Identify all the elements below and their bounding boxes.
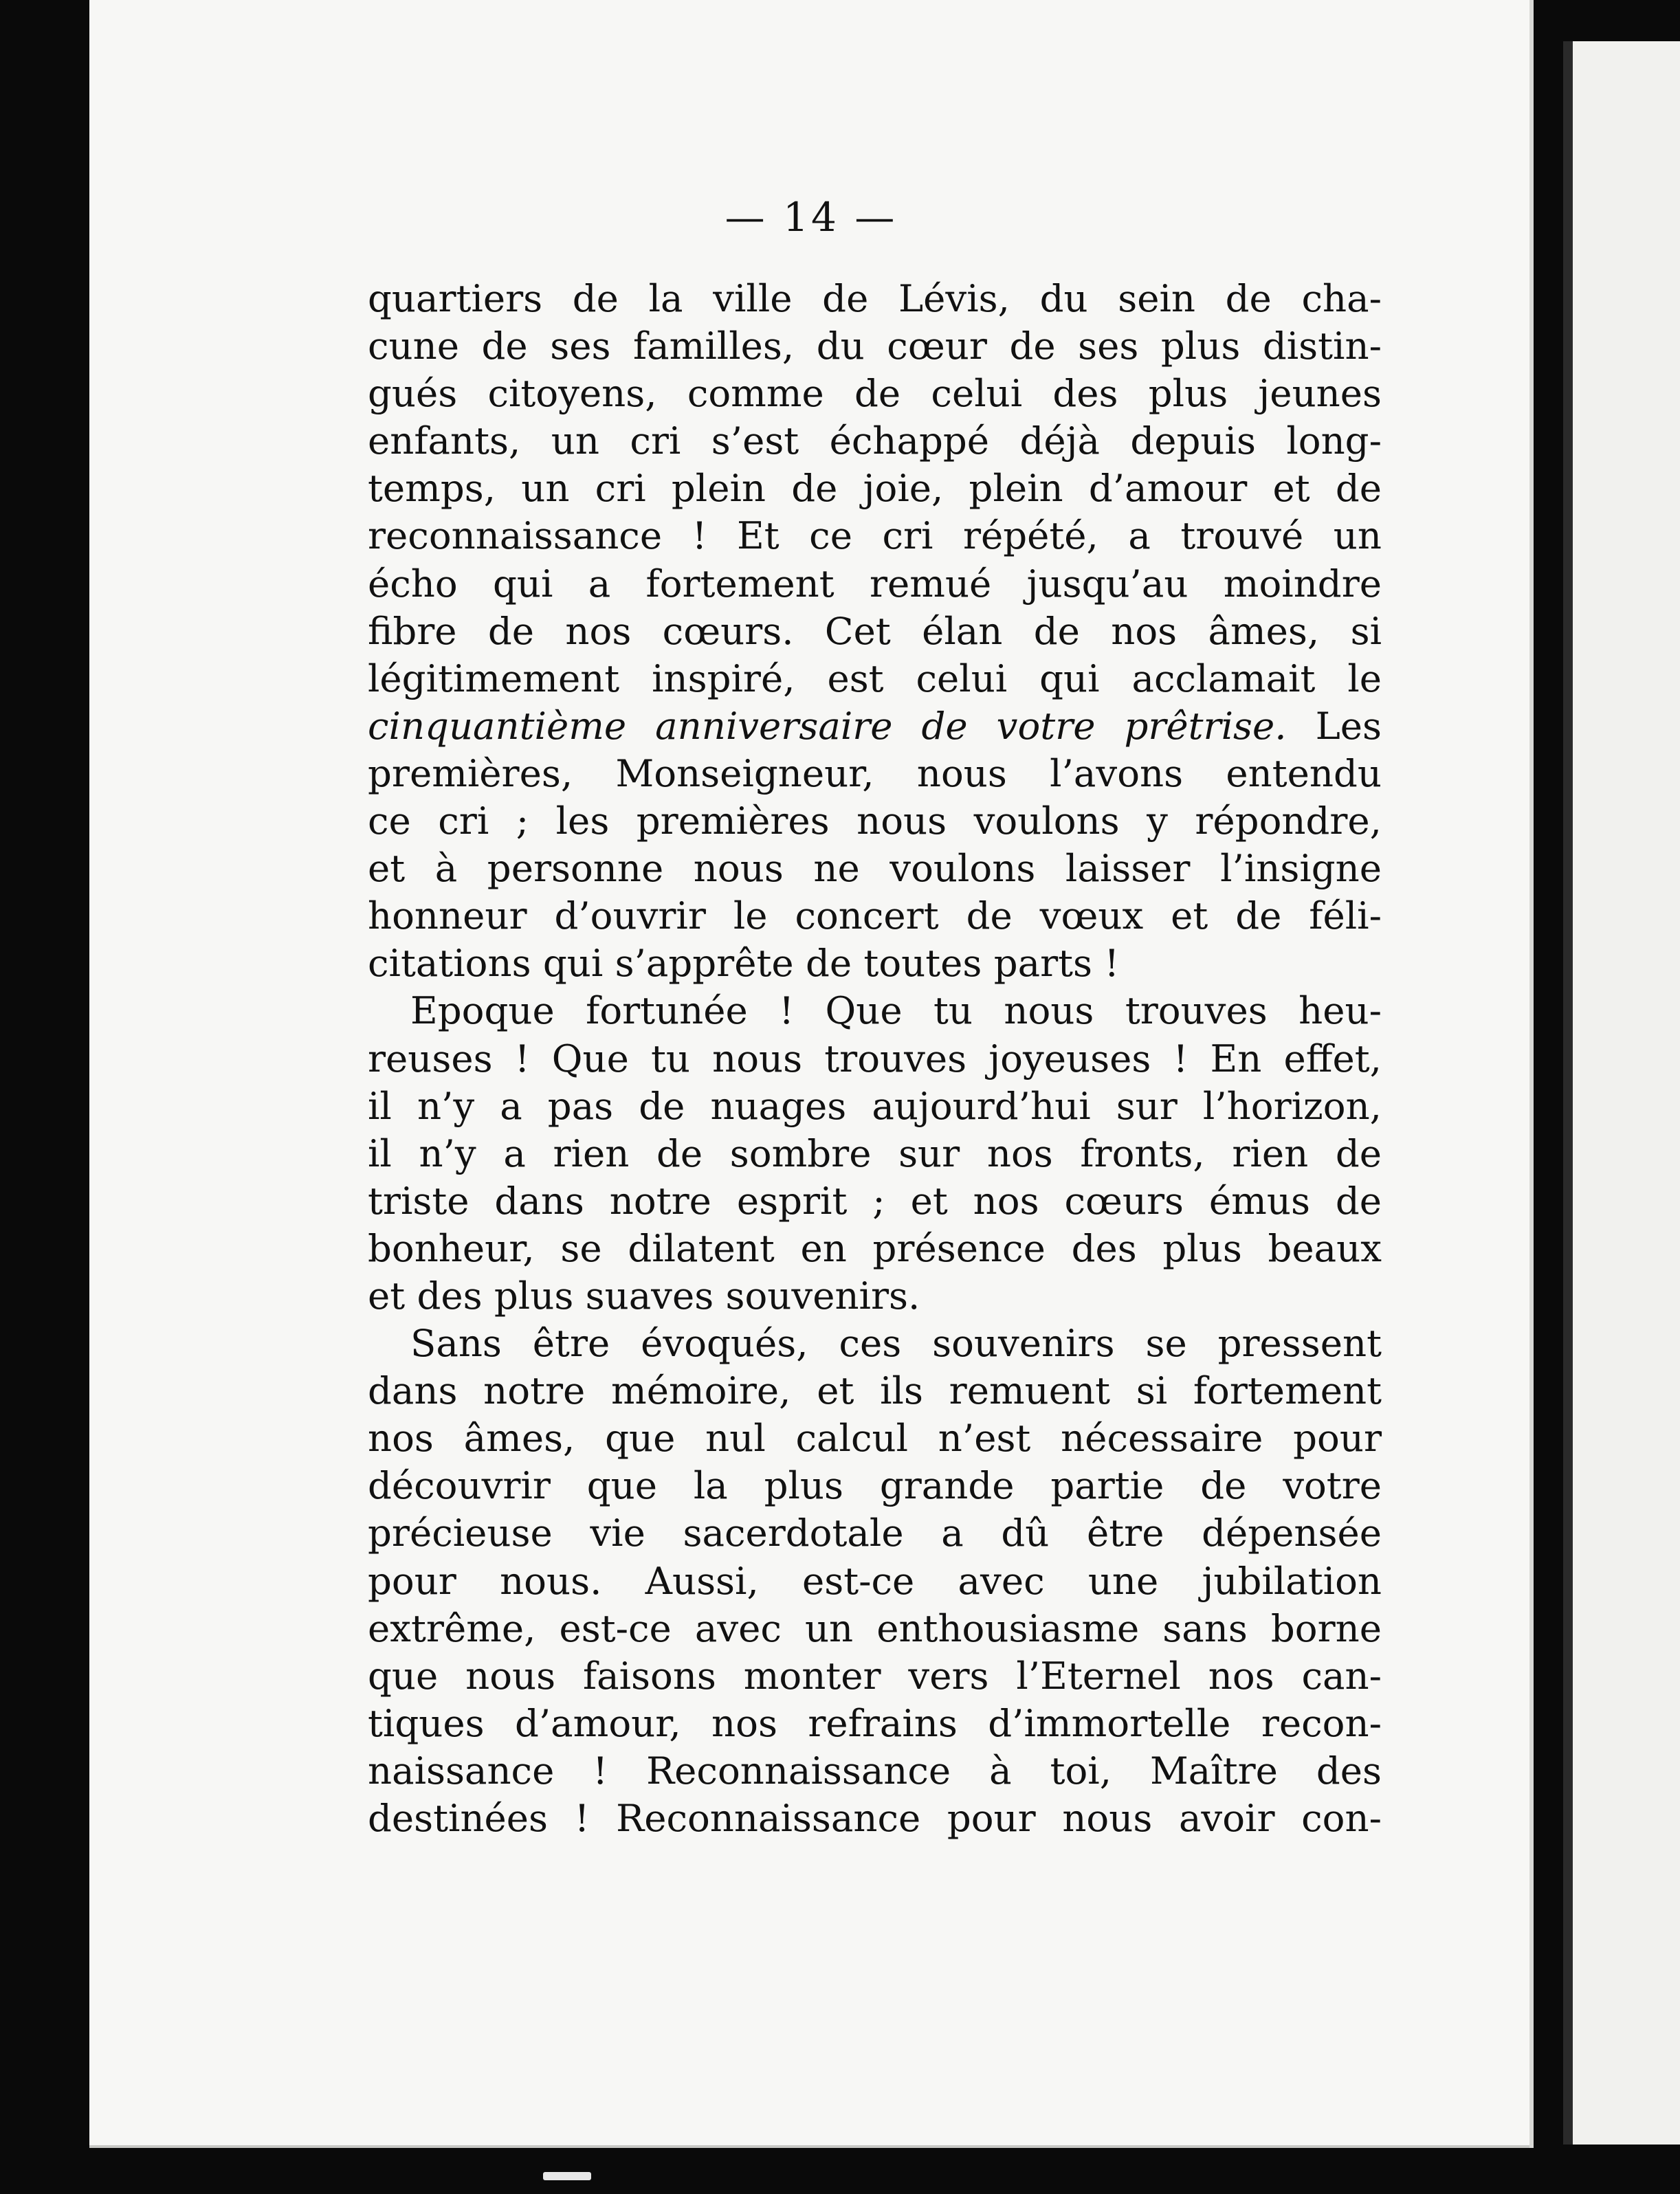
text-line: temps, un cri plein de joie, plein d’amour et de <box>368 466 1382 511</box>
text-line: reconnaissance ! Et ce cri répété, a trouvé un <box>368 513 1382 558</box>
text-line: premières, Monseigneur, nous l’avons entendu <box>368 751 1382 795</box>
adjacent-page <box>1563 41 1680 2145</box>
text-line: et à personne nous ne voulons laisser l’insigne <box>368 846 1382 891</box>
text-line: bonheur, se dilatent en présence des plus beaux <box>368 1226 1382 1270</box>
text-line: enfants, un cri s’est échappé déjà depuis long- <box>368 419 1382 463</box>
page-number: — 14 — <box>725 194 898 241</box>
page-text <box>368 275 1382 1842</box>
text-line: fibre de nos cœurs. Cet élan de nos âmes, si <box>368 608 1382 653</box>
scan-mark <box>543 2172 591 2180</box>
text-line: triste dans notre esprit ; et nos cœurs émus de <box>368 1178 1382 1223</box>
text-line: il n’y a rien de sombre sur nos fronts, rien de <box>368 1131 1382 1175</box>
text-line: destinées ! Reconnaissance pour nous avoir con- <box>368 1796 1382 1840</box>
text-line: quartiers de la ville de Lévis, du sein de cha- <box>368 276 1382 320</box>
text-line: tiques d’amour, nos refrains d’immortelle recon- <box>368 1700 1382 1745</box>
italic-phrase: cinquantième anniversaire de votre prêtrise. <box>368 703 1287 748</box>
text-line: naissance ! Reconnaissance à toi, Maître des <box>368 1748 1382 1793</box>
text-line: découvrir que la plus grande partie de votre <box>368 1463 1382 1508</box>
text-line: reuses ! Que tu nous trouves joyeuses ! En effet, <box>368 1036 1382 1081</box>
scan-border-bottom <box>0 2148 1680 2194</box>
text-line: extrême, est-ce avec un enthousiasme sans borne <box>368 1606 1382 1650</box>
text-line: et des plus suaves souvenirs. <box>368 1273 920 1318</box>
text-line: cune de ses familles, du cœur de ses plus distin- <box>368 324 1382 368</box>
text-line: ce cri ; les premières nous voulons y répondre, <box>368 799 1382 843</box>
text-fragment: Les <box>1315 703 1382 748</box>
text-line: Sans être évoqués, ces souvenirs se pressent <box>410 1321 1382 1366</box>
text-line: pour nous. Aussi, est-ce avec une jubilation <box>368 1558 1382 1603</box>
adjacent-page-edge <box>1537 0 1680 2194</box>
text-line: citations qui s’apprête de toutes parts ! <box>368 941 1120 986</box>
text-line: dans notre mémoire, et ils remuent si fortement <box>368 1369 1382 1413</box>
text-line: honneur d’ouvrir le concert de vœux et de féli- <box>368 894 1382 938</box>
text-line: nos âmes, que nul calcul n’est nécessaire pour <box>368 1416 1382 1461</box>
text-line: écho qui a fortement remué jusqu’au moindre <box>368 561 1382 606</box>
text-line-mixed <box>368 702 1382 750</box>
text-line: gués citoyens, comme de celui des plus jeunes <box>368 371 1382 416</box>
text-line: il n’y a pas de nuages aujourd’hui sur l’horizon, <box>368 1083 1382 1128</box>
text-line: précieuse vie sacerdotale a dû être dépensée <box>368 1511 1382 1555</box>
text-line: Epoque fortunée ! Que tu nous trouves heu- <box>410 988 1382 1033</box>
text-line: légitimement inspiré, est celui qui acclamait le <box>368 656 1382 700</box>
text-line: que nous faisons monter vers l’Eternel nos can- <box>368 1653 1382 1698</box>
